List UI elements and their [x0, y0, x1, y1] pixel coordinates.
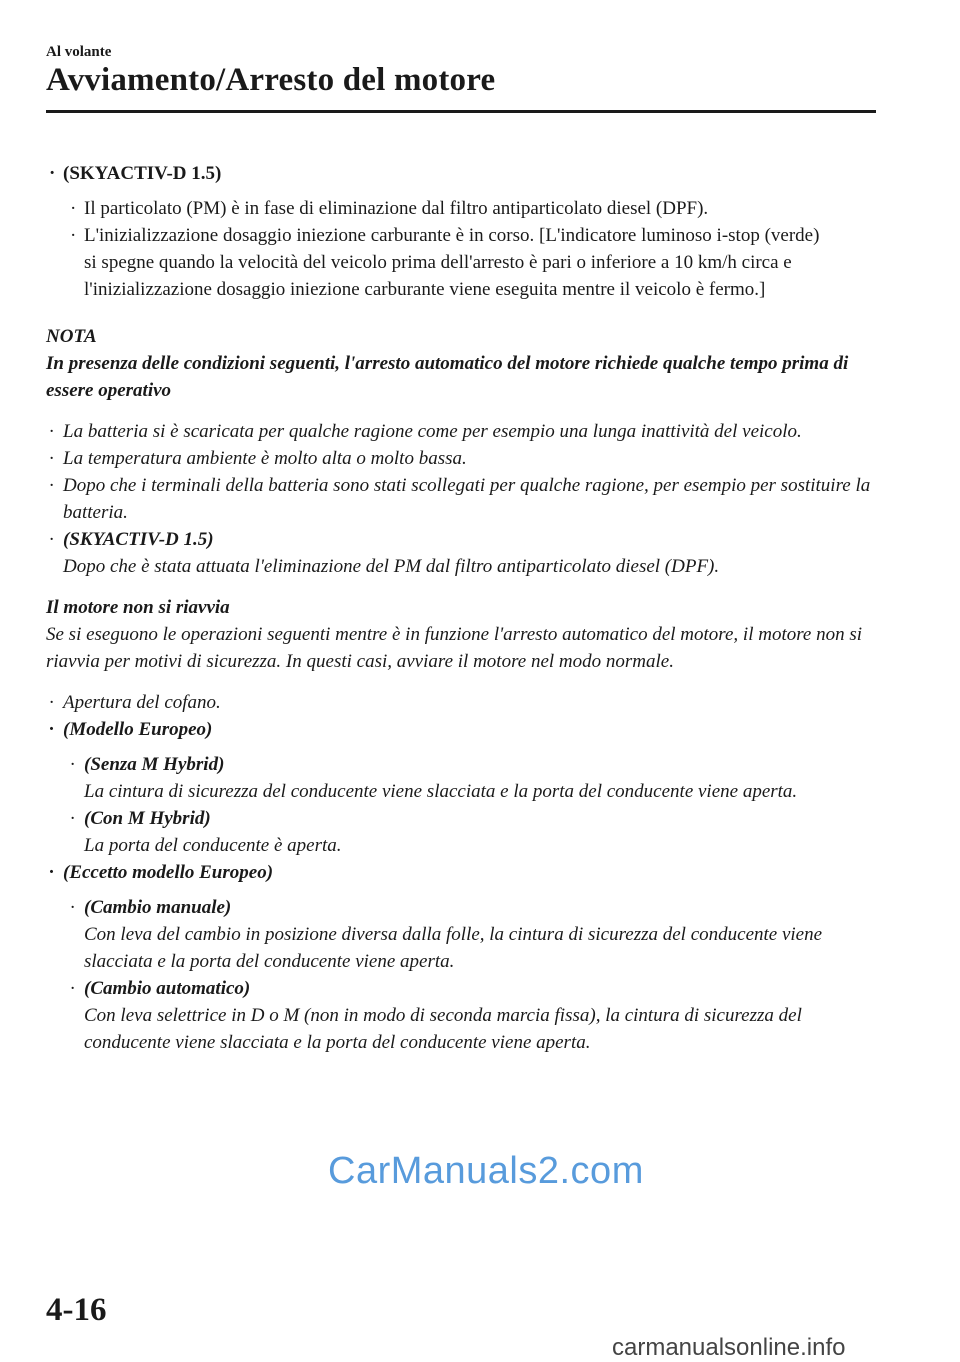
- bullet-icon: ·: [49, 163, 56, 184]
- list-item: [46, 160, 876, 187]
- bullet-icon: ·: [49, 421, 54, 442]
- list-heading: (Senza M Hybrid): [84, 754, 225, 775]
- subsection-heading: Il motore non si riavvia: [46, 597, 230, 618]
- bullet-icon: ·: [70, 198, 77, 219]
- list-item: [46, 418, 876, 445]
- note-intro: In presenza delle condizioni seguenti, l'arresto automatico del motore richiede qualche tempo prima di essere operativo: [46, 353, 849, 401]
- bullet-icon: ·: [70, 225, 77, 246]
- page-number: 4-16: [46, 1292, 107, 1328]
- list-item-text: Il particolato (PM) è in fase di eliminazione dal filtro antiparticolato diesel (DPF).: [84, 198, 709, 219]
- list-heading: (Cambio automatico): [84, 978, 251, 999]
- section-label: Al volante: [46, 44, 112, 60]
- bullet-icon: ·: [70, 978, 75, 999]
- list-heading: (Modello Europeo): [63, 719, 213, 740]
- list-item: [46, 526, 876, 580]
- bullet-icon: ·: [49, 475, 54, 496]
- list-item: [46, 472, 876, 526]
- list-heading: (SKYACTIV-D 1.5): [63, 163, 222, 184]
- bullet-icon: ·: [49, 448, 54, 469]
- title-divider: [46, 110, 876, 113]
- list-item: [46, 751, 876, 805]
- page-content: [46, 160, 876, 1056]
- watermark-logo: CarManuals2.com: [328, 1150, 644, 1192]
- bullet-icon: ·: [49, 692, 54, 713]
- bullet-icon: ·: [49, 719, 54, 740]
- list-item-text: La porta del conducente è aperta.: [84, 835, 342, 856]
- list-item-text: La cintura di sicurezza del conducente viene slacciata e la porta del conducente viene aperta.: [84, 781, 798, 802]
- list-item-text: Dopo che i terminali della batteria sono stati scollegati per qualche ragione, per esempio per sostituire la batteria.: [63, 475, 871, 523]
- list-item: [46, 689, 876, 716]
- list-item: [46, 716, 876, 743]
- subsection-paragraph: Se si eseguono le operazioni seguenti mentre è in funzione l'arresto automatico del motore, il motore non si riavvia per motivi di sicurezza. In questi casi, avviare il motore nel modo normale.: [46, 624, 863, 672]
- list-item: [46, 859, 876, 886]
- list-heading: (Con M Hybrid): [84, 808, 211, 829]
- list-item-text: La batteria si è scaricata per qualche ragione come per esempio una lunga inattività del veicolo.: [63, 421, 802, 442]
- list-item-text: Con leva del cambio in posizione diversa dalla folle, la cintura di sicurezza del conducente viene slacciata e la porta del conducente viene aperta.: [84, 924, 823, 972]
- page-title: Avviamento/Arresto del motore: [46, 62, 496, 98]
- list-heading: (SKYACTIV-D 1.5): [63, 529, 214, 550]
- list-item-text: La temperatura ambiente è molto alta o molto bassa.: [63, 448, 467, 469]
- list-item: [46, 805, 876, 859]
- footer-site-label: carmanualsonline.info: [612, 1334, 846, 1361]
- bullet-icon: ·: [70, 808, 75, 829]
- list-item-text: Apertura del cofano.: [63, 692, 221, 713]
- list-item: [46, 222, 824, 303]
- list-item-text: L'inizializzazione dosaggio iniezione carburante è in corso. [L'indicatore luminoso i-stop (verde) si spegne quando la velocità del veicolo prima dell'arresto è pari o inferiore a 10 km/h circa e l'inizializzazione dosaggio iniezione carburante viene eseguita mentre il veicolo è fermo.]: [84, 225, 820, 300]
- list-item: [46, 445, 876, 472]
- list-item: [46, 975, 876, 1056]
- bullet-icon: ·: [49, 529, 54, 550]
- list-heading: (Cambio manuale): [84, 897, 232, 918]
- list-heading: (Eccetto modello Europeo): [63, 862, 274, 883]
- bullet-icon: ·: [70, 897, 75, 918]
- list-item-text: Dopo che è stata attuata l'eliminazione del PM dal filtro antiparticolato diesel (DPF).: [63, 556, 720, 577]
- bullet-icon: ·: [70, 754, 75, 775]
- bullet-icon: ·: [49, 862, 54, 883]
- list-item: [46, 894, 876, 975]
- note-label: NOTA: [46, 326, 97, 347]
- list-item-text: Con leva selettrice in D o M (non in modo di seconda marcia fissa), la cintura di sicurezza del conducente viene slacciata e la porta del conducente viene aperta.: [84, 1005, 802, 1053]
- list-item: [46, 195, 876, 222]
